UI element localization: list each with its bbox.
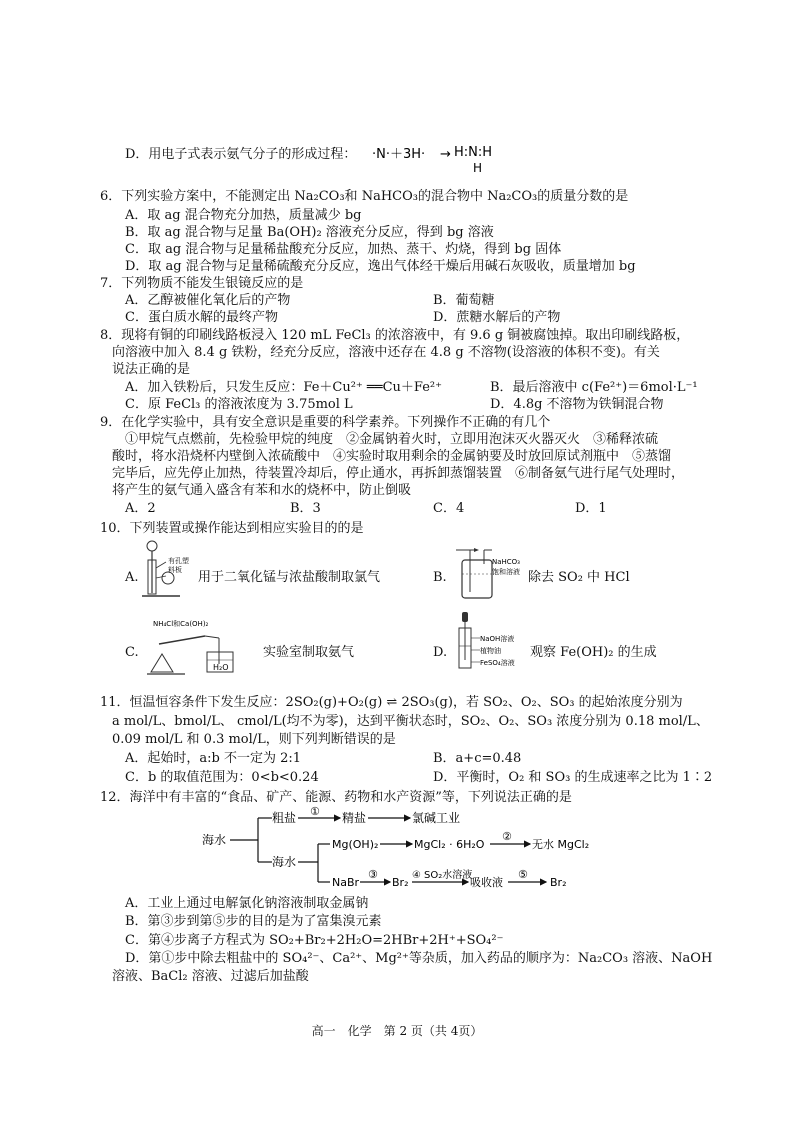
seawater-flowchart [200,806,600,892]
q8-option-a: A．加入铁粉后，只发生反应：Fe＋Cu²⁺ ══Cu＋Fe²⁺ [125,380,442,395]
q8-option-d: D．4.8g 不溶物为铁铜混合物 [490,397,664,412]
q10-stem: 10．下列装置或操作能达到相应实验目的的是 [100,521,364,536]
flow-crude-salt: 粗盐 [272,811,297,825]
flow-seawater: 海水 [202,833,227,847]
flow-br2-b: Br₂ [550,876,567,889]
q9-option-a: A．2 [125,501,156,516]
q10-b-text: 除去 SO₂ 中 HCl [528,570,630,585]
q11-option-a: A．起始时，a:b 不一定为 2:1 [125,751,302,766]
flow-nabr: NaBr [332,876,360,889]
q8-option-c: C．原 FeCl₃ 的溶液浓度为 3.75mol L [125,397,353,412]
eq-right: H:N:H [454,145,493,160]
q7-option-c: C．蛋白质水解的最终产物 [125,310,278,325]
apparatus-b-icon [452,544,536,602]
eq-arrow: → [440,147,451,162]
q10-d-label: D. [433,645,448,660]
q12-option-d-1: D．第①步中除去粗盐中的 SO₄²⁻、Ca²⁺、Mg²⁺等杂质，加入药品的顺序为：Na₂CO₃ 溶液、NaOH [125,951,713,966]
q12-stem: 12．海洋中有丰富的“食品、矿产、能源、药物和水产资源”等，下列说法正确的是 [100,790,572,805]
apparatus-d-icon [452,610,532,672]
q9-option-d: D．1 [575,501,607,516]
flow-mgoh2: Mg(OH)₂ [332,838,379,851]
flow-chlor-alkali: 氯碱工业 [412,811,461,825]
q10-a-label: A. [125,570,139,585]
note-c1: NH₄Cl和Ca(OH)₂ [153,620,209,628]
q6-option-b: B．取 ag 混合物与足量 Ba(OH)₂ 溶液充分反应，得到 bg 溶液 [125,225,494,240]
note-b2: 饱和溶液 [492,568,520,576]
q10-d-text: 观察 Fe(OH)₂ 的生成 [530,645,657,660]
q7-option-b: B．葡萄糖 [433,293,495,308]
q11-option-d: D．平衡时，O₂ 和 SO₃ 的生成速率之比为 1∶2 [433,770,713,785]
flow-refined-salt: 精盐 [342,811,367,825]
q8-stem-2: 向溶液中加入 8.4 g 铁粉，经充分反应，溶液中还存在 4.8 g 不溶物(设溶液的体积不变)。有关 [112,345,660,360]
flow-step-3: ③ [368,868,378,881]
q12-option-d-2: 溶液、BaCl₂ 溶液、过滤后加盐酸 [112,969,309,984]
q6-option-a: A．取 ag 混合物充分加热，质量减少 bg [125,208,362,223]
q8-stem-1: 8．现将有铜的印刷线路板浸入 120 mL FeCl₃ 的浓溶液中，有 9.6 g 铜被腐蚀掉。取出印刷线路板， [100,328,690,343]
flow-so2-solution: SO₂水溶液 [424,870,473,881]
page-footer: 高一 化学 第 2 页（共 4页） [311,1024,483,1038]
apparatus-c-icon [145,614,245,676]
q12-option-c: C．第④步离子方程式为 SO₂+Br₂+2H₂O=2HBr+2H⁺+SO₄²⁻ [125,933,504,948]
flow-br2-a: Br₂ [392,876,409,889]
q11-option-b: B．a+c=0.48 [433,751,522,766]
flow-mgcl2-hydrate: MgCl₂ · 6H₂O [414,838,485,851]
q10-a-text: 用于二氧化锰与浓盐酸制取氯气 [198,570,381,585]
q10-c-label: C. [125,645,139,660]
q6-option-c: C．取 ag 混合物与足量稀盐酸充分反应，加热、蒸干、灼烧，得到 bg 固体 [125,242,562,257]
q9-line-2: 酸时，将水沿烧杯内壁倒入浓硫酸中 ④实验时取用剩余的金属钠要及时放回原试剂瓶中 ⑤蒸馏 [112,449,672,464]
flow-absorb-liquid: 吸收液 [470,876,503,889]
q10-c-text: 实验室制取氨气 [263,645,355,660]
note-d1: NaOH溶液 [480,635,515,643]
note-a2: 料板 [168,566,182,574]
apparatus-a-icon [140,538,200,600]
eq-h-bottom: H [473,161,483,175]
q10-b-label: B. [433,570,447,585]
q11-stem-2: a mol/L、bmol/L、 cmol/L(均不为零)，达到平衡状态时，SO₂、O₂、SO₃ 浓度分别为 0.18 mol/L、 [112,714,709,729]
q11-option-c: C．b 的取值范围为：0<b<0.24 [125,770,319,785]
note-b1: NaHCO₃ [492,558,520,566]
note-d3: FeSO₄溶液 [480,659,515,667]
flow-step-4: ④ [412,870,421,881]
q9-option-c: C．4 [433,501,465,516]
flow-step-1: ① [310,806,320,818]
q12-option-b: B．第③步到第⑤步的目的是为了富集溴元素 [125,914,382,929]
q7-stem: 7．下列物质不能发生银镜反应的是 [100,276,304,291]
q9-line-3: 完毕后，应先停止加热，待装置冷却后，停止通水，再拆卸蒸馏装置 ⑥制备氨气进行尾气处理时， [112,466,685,481]
note-c2: H₂O [213,663,229,672]
eq-left: ·N·＋3H· [372,147,426,162]
electron-formula [370,134,510,178]
note-d2: 植物油 [480,647,501,655]
q11-stem-3: 0.09 mol/L 和 0.3 mol/L，则下列判断错误的是 [112,732,396,747]
flow-step-2: ② [502,830,512,843]
flow-anhydrous-mgcl2: 无水 MgCl₂ [532,838,590,851]
flow-step-5: ⑤ [518,868,528,881]
q5-option-d: D．用电子式表示氨气分子的形成过程： [125,147,357,162]
q9-stem: 9．在化学实验中，具有安全意识是重要的科学素养。下列操作不正确的有几个 [100,415,551,430]
q6-option-d: D．取 ag 混合物与足量稀硫酸充分反应，逸出气体经干燥后用碱石灰吸收，质量增加 bg [125,259,636,274]
note-a1: 有孔塑 [168,557,189,565]
q7-option-a: A．乙醇被催化氧化后的产物 [125,293,291,308]
q9-line-1: ①甲烷气点燃前，先检验甲烷的纯度 ②金属钠着火时，立即用泡沫灭火器灭火 ③稀释浓硫 [125,432,659,447]
q11-stem-1: 11．恒温恒容条件下发生反应：2SO₂(g)+O₂(g) ⇌ 2SO₃(g)，若 SO₂、O₂、SO₃ 的起始浓度分别为 [100,695,683,710]
q7-option-d: D．蔗糖水解后的产物 [433,310,561,325]
q8-option-b: B．最后溶液中 c(Fe²⁺)＝6mol·L⁻¹ [490,380,698,395]
q12-option-a: A．工业上通过电解氯化钠溶液制取金属钠 [125,896,369,911]
q9-option-b: B．3 [290,501,321,516]
q9-line-4: 将产生的氨气通入盛含有苯和水的烧杯中，防止倒吸 [112,483,412,498]
q8-stem-3: 说法正确的是 [112,362,191,377]
q6-stem: 6．下列实验方案中，不能测定出 Na₂CO₃和 NaHCO₃的混合物中 Na₂CO₃的质量分数的是 [100,189,629,204]
flow-seawater-2: 海水 [272,855,297,869]
